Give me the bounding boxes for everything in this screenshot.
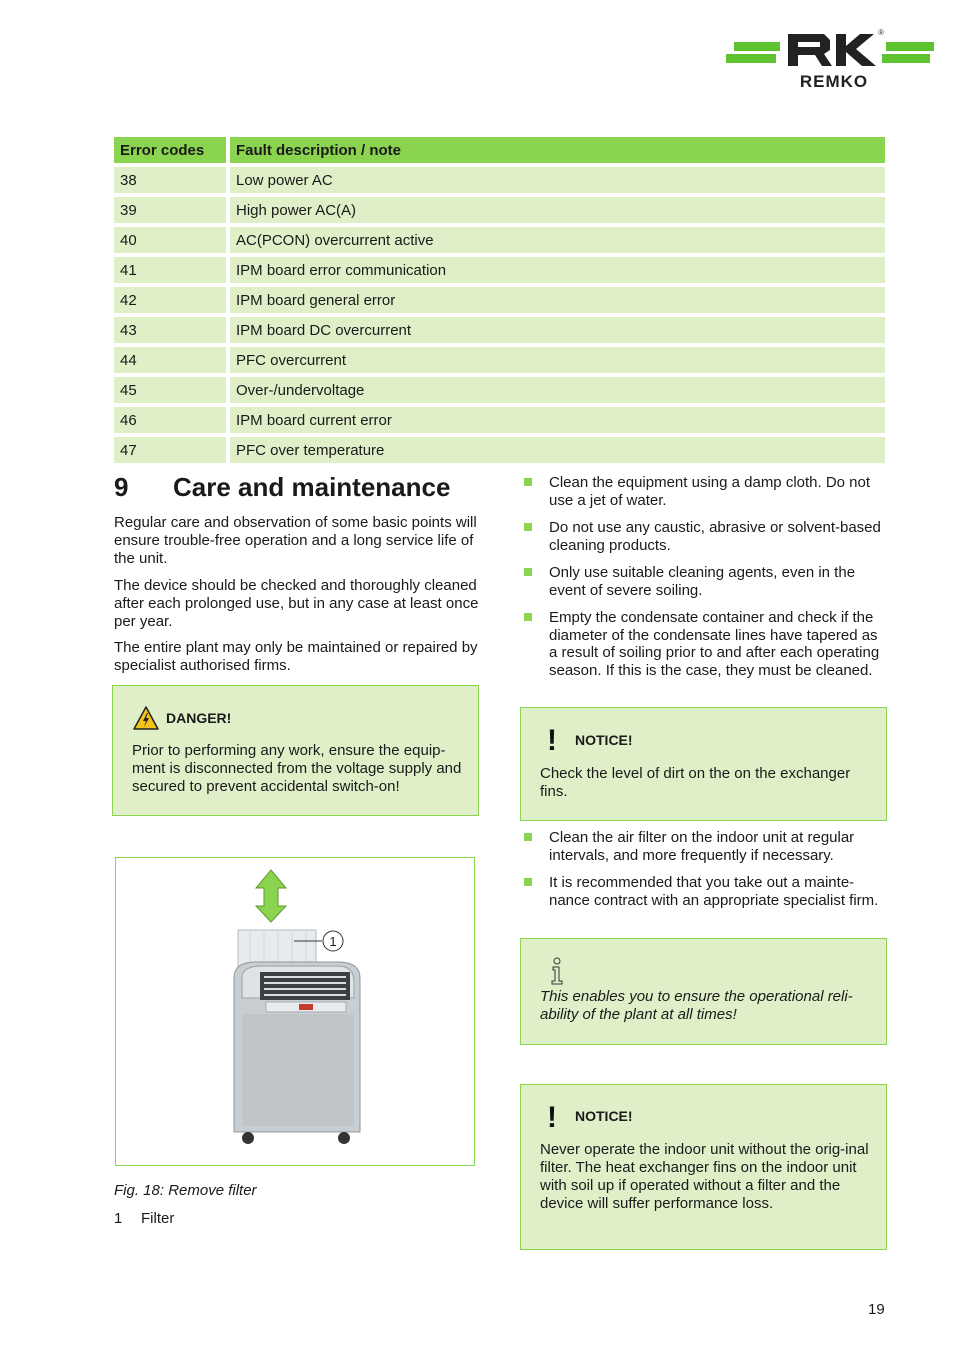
table-row: [114, 373, 885, 403]
fault-description-cell: Low power AC: [230, 163, 885, 193]
exclamation-icon: !: [547, 1101, 557, 1134]
fault-description-cell: High power AC(A): [230, 193, 885, 223]
error-code-cell: 44: [114, 343, 230, 373]
filter-bullet-list: [522, 829, 887, 919]
notice-2-title: NOTICE!: [575, 1108, 633, 1124]
column-header-error-codes: Error codes: [114, 137, 230, 163]
air-conditioner-illustration: [116, 858, 474, 1165]
paragraph-checking: The device should be checked and thoroughly cleaned after each prolonged use, but in any case at least once per year.: [114, 577, 479, 630]
error-code-cell: 40: [114, 223, 230, 253]
fault-description-cell: AC(PCON) overcurrent active: [230, 223, 885, 253]
fault-description-cell: IPM board error communication: [230, 253, 885, 283]
table-row: [114, 253, 885, 283]
fault-description-cell: IPM board current error: [230, 403, 885, 433]
table-header-row: [114, 137, 885, 163]
fault-description-cell: PFC overcurrent: [230, 343, 885, 373]
cleaning-bullet-list: [522, 474, 887, 689]
column-header-fault-description: Fault description / note: [230, 137, 885, 163]
figure-legend-label: Filter: [141, 1210, 175, 1227]
error-code-cell: 45: [114, 373, 230, 403]
notice-2-text: Never operate the indoor unit without the orig-inal filter. The heat exchanger fins on the indoor unit with soil up if operated without a filter and the device will suffer performance loss.: [540, 1141, 869, 1212]
bullet-square-icon: [524, 613, 532, 621]
paragraph-intro: Regular care and observation of some basic points will ensure trouble-free operation and a long service life of the unit.: [114, 514, 477, 567]
danger-box: [112, 685, 479, 816]
fault-description-cell: Over-/undervoltage: [230, 373, 885, 403]
error-code-cell: 39: [114, 193, 230, 223]
table-row: [114, 193, 885, 223]
brand-name: REMKO: [799, 72, 869, 91]
section-number: 9: [114, 472, 129, 502]
list-item: Do not use any caustic, abrasive or solvent-based cleaning products.: [522, 519, 887, 554]
info-icon: [549, 957, 565, 985]
error-code-cell: 42: [114, 283, 230, 313]
registered-mark: ®: [878, 28, 884, 37]
fault-description-cell: IPM board DC overcurrent: [230, 313, 885, 343]
bullet-square-icon: [524, 478, 532, 486]
exclamation-icon: !: [547, 724, 557, 757]
fault-description-cell: IPM board general error: [230, 283, 885, 313]
error-code-cell: 47: [114, 433, 230, 463]
warning-triangle-icon: [133, 706, 159, 730]
section-title: Care and maintenance: [173, 472, 451, 502]
page-number: 19: [868, 1301, 885, 1318]
paragraph-specialist: The entire plant may only be maintained or repaired by specialist authorised firms.: [114, 639, 478, 674]
info-box: [520, 938, 887, 1045]
figure-legend-number: 1: [114, 1210, 123, 1227]
notice-box-1: [520, 707, 887, 821]
fault-description-cell: PFC over temperature: [230, 433, 885, 463]
figure-remove-filter: [115, 857, 475, 1166]
double-arrow-icon: [256, 870, 286, 922]
error-code-cell: 41: [114, 253, 230, 283]
notice-1-title: NOTICE!: [575, 732, 633, 748]
notice-box-2: [520, 1084, 887, 1250]
danger-title: DANGER!: [166, 710, 232, 726]
bullet-square-icon: [524, 523, 532, 531]
list-item: It is recommended that you take out a mainte-nance contract with an appropriate specialist firm.: [522, 874, 887, 909]
error-code-cell: 38: [114, 163, 230, 193]
table-row: [114, 163, 885, 193]
list-item: Clean the air filter on the indoor unit at regular intervals, and more frequently if necessary.: [522, 829, 887, 864]
bullet-square-icon: [524, 568, 532, 576]
callout-number: 1: [329, 934, 337, 949]
bullet-square-icon: [524, 833, 532, 841]
list-item: Only use suitable cleaning agents, even in the event of severe soiling.: [522, 564, 887, 599]
logo-mark-icon: [784, 30, 884, 70]
table-row: [114, 283, 885, 313]
danger-text: Prior to performing any work, ensure the equip-ment is disconnected from the voltage supply and secured to prevent accidental switch-on!: [132, 742, 462, 795]
list-item: Clean the equipment using a damp cloth. Do not use a jet of water.: [522, 474, 887, 509]
error-code-cell: 46: [114, 403, 230, 433]
table-row: [114, 223, 885, 253]
figure-caption: Fig. 18: Remove filter: [114, 1182, 257, 1199]
table-row: [114, 313, 885, 343]
table-row: [114, 343, 885, 373]
table-row: [114, 433, 885, 463]
notice-1-text: Check the level of dirt on the on the exchanger fins.: [540, 765, 851, 800]
table-row: [114, 403, 885, 433]
error-codes-table: [114, 137, 885, 463]
list-item: Empty the condensate container and check if the diameter of the condensate lines have tapered as a result of soiling prior to and after each operating season. If this is the case, they must be cleaned.: [522, 609, 887, 679]
bullet-square-icon: [524, 878, 532, 886]
remko-logo: [722, 28, 938, 94]
info-text: This enables you to ensure the operational reli-ability of the plant at all times!: [540, 988, 853, 1023]
error-code-cell: 43: [114, 313, 230, 343]
